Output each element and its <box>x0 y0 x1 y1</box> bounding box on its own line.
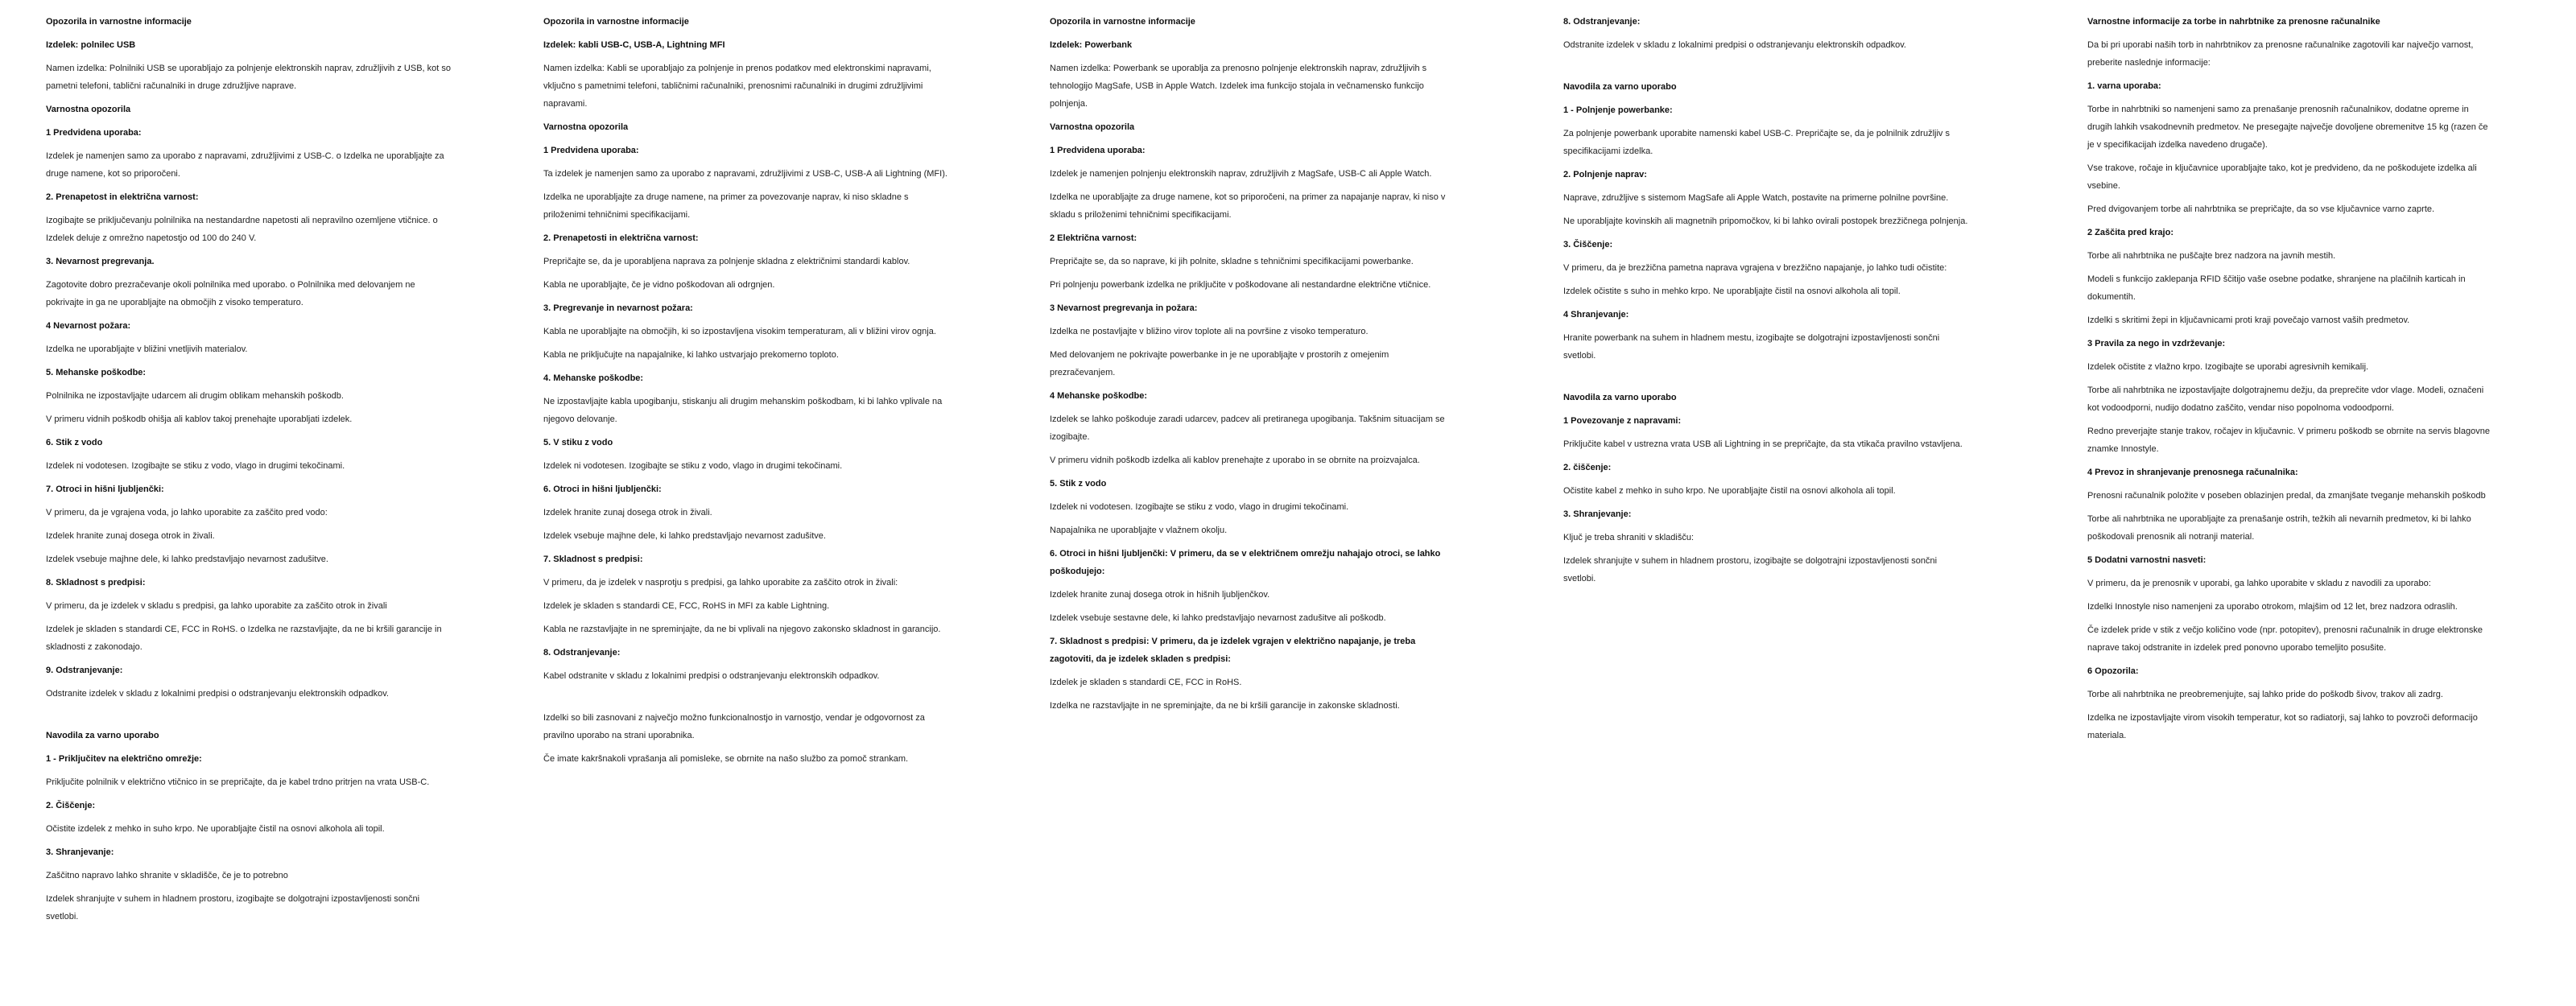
document-title: Opozorila in varnostne informacije <box>46 17 192 27</box>
paragraph: Namen izdelka: Kabli se uporabljajo za polnjenje in prenos podatkov med elektronskimi napravami, vključno s pametnimi telefoni, tabličnimi računalniki, prenosnimi računalniki in drugimi združljivimi napravami. <box>543 64 931 109</box>
paragraph: Da bi pri uporabi naših torb in nahrbtnikov za prenosne računalnike zagotovili kar največjo varnost, preberite naslednje informacije: <box>2087 40 2474 68</box>
section-heading: 3 Pravila za nego in vzdrževanje: <box>2087 339 2226 348</box>
section-heading: 4 Prevoz in shranjevanje prenosnega računalnika: <box>2087 468 2298 477</box>
section-heading: 1 Predvidena uporaba: <box>543 146 639 155</box>
paragraph: Priključite polnilnik v električno vtičnico in se prepričajte, da je kabel trdno pritrjen na vrata USB-C. <box>46 777 430 787</box>
paragraph: Izdelki so bili zasnovani z največjo možno funkcionalnostjo in varnostjo, vendar je odgovornost za pravilno uporabo na strani uporabnika. <box>543 713 925 740</box>
paragraph: Prepričajte se, da so naprave, ki jih polnite, skladne s tehničnimi specifikacijami powerbanke. <box>1050 257 1414 266</box>
section-heading: 3. Shranjevanje: <box>1563 509 1632 519</box>
section-heading: 2. Polnjenje naprav: <box>1563 170 1647 179</box>
paragraph: Izdelki Innostyle niso namenjeni za uporabo otrokom, mlajšim od 12 let, brez nadzora odraslih. <box>2087 602 2458 612</box>
paragraph: Izdelka ne uporabljajte za druge namene, kot so priporočeni, na primer za napajanje naprav, ki niso v skladu s priloženimi tehničnimi specifikacijami. <box>1050 192 1446 220</box>
section-heading: 7. Skladnost s predpisi: <box>543 555 643 564</box>
paragraph: Izdelek hranite zunaj dosega otrok in hišnih ljubljenčkov. <box>1050 590 1270 600</box>
paragraph: Očistite kabel z mehko in suho krpo. Ne uporabljajte čistil na osnovi alkohola ali topil. <box>1563 486 1896 496</box>
column-usb-charger <box>46 13 452 931</box>
section-heading: Izdelek: Powerbank <box>1050 40 1133 50</box>
section-heading: 1 - Priključitev na električno omrežje: <box>46 754 202 764</box>
document-title: Varnostne informacije za torbe in nahrbtnike za prenosne računalnike <box>2087 17 2380 27</box>
section-heading: 6. Otroci in hišni ljubljenčki: <box>543 484 662 494</box>
paragraph: Izdelka ne uporabljajte za druge namene, na primer za povezovanje naprav, ki niso skladne s priloženimi tehničnimi specifikacijami. <box>543 192 909 220</box>
paragraph: Ključ je treba shraniti v skladišču: <box>1563 533 1695 542</box>
paragraph: Hranite powerbank na suhem in hladnem mestu, izogibajte se dolgotrajni izpostavljenosti sončni svetlobi. <box>1563 333 1940 361</box>
paragraph: Zagotovite dobro prezračevanje okoli polnilnika med uporabo. o Polnilnika med delovanjem ne pokrivajte in ga ne uporabljajte na območjih z visoko temperaturo. <box>46 280 415 307</box>
paragraph: Izdelek se lahko poškoduje zaradi udarcev, padcev ali pretiranega upogibanja. Takšnim situacijam se izogibajte. <box>1050 414 1445 442</box>
paragraph: Za polnjenje powerbank uporabite namenski kabel USB-C. Prepričajte se, da je polnilnik združljiv s specifikacijami izdelka. <box>1563 129 1950 156</box>
paragraph: Kabla ne priključujte na napajalnike, ki lahko ustvarjajo prekomerno toploto. <box>543 350 839 360</box>
paragraph: Modeli s funkcijo zaklepanja RFID ščitijo vaše osebne podatke, shranjene na plačilnih karticah in dokumentih. <box>2087 274 2466 302</box>
paragraph: Izdelek ni vodotesen. Izogibajte se stiku z vodo, vlago in drugimi tekočinami. <box>1050 502 1349 512</box>
paragraph: Izdelek vsebuje majhne dele, ki lahko predstavljajo nevarnost zadušitve. <box>543 531 826 541</box>
paragraph: Zaščitno napravo lahko shranite v skladišče, če je to potrebno <box>46 871 288 880</box>
paragraph: Če izdelek pride v stik z večjo količino vode (npr. potopitev), prenosni računalnik in druge elektronske naprave takoj odstranite in izdelek pred ponovno uporabo temeljito posušite. <box>2087 625 2483 653</box>
paragraph: Izdelek shranjujte v suhem in hladnem prostoru, izogibajte se dolgotrajni izpostavljenosti sončni svetlobi. <box>46 894 420 921</box>
section-heading: 3. Pregrevanje in nevarnost požara: <box>543 303 693 313</box>
section-heading: 1 Povezovanje z napravami: <box>1563 416 1682 426</box>
paragraph: Izdelek je skladen s standardi CE, FCC in RoHS. o Izdelka ne razstavljajte, da ne bi kršili garancije in skladnosti z zakonodajo. <box>46 625 442 652</box>
paragraph: Pri polnjenju powerbank izdelka ne priključite v poškodovane ali nestandardne električne vtičnice. <box>1050 280 1431 290</box>
section-heading: 1. varna uporaba: <box>2087 81 2161 91</box>
section-heading: 5 Dodatni varnostni nasveti: <box>2087 555 2207 565</box>
paragraph: Ne uporabljajte kovinskih ali magnetnih pripomočkov, ki bi lahko ovirali postopek brezžičnega polnjenja. <box>1563 216 1968 226</box>
paragraph: Kabla ne uporabljajte na območjih, ki so izpostavljena visokim temperaturam, ali v bližini virov ognja. <box>543 327 936 336</box>
paragraph: Namen izdelka: Powerbank se uporablja za prenosno polnjenje elektronskih naprav, združljivih s tehnologijo MagSafe, USB in Apple Watch. Izdelek ima funkcijo stojala in večnamensko funkcijo polnjenja. <box>1050 64 1427 109</box>
section-heading: Izdelek: polnilec USB <box>46 40 136 50</box>
section-heading: Varnostna opozorila <box>46 105 131 114</box>
section-heading: 2 Električna varnost: <box>1050 233 1137 243</box>
paragraph: Torbe ali nahrbtnika ne izpostavljajte dolgotrajnemu dežju, da preprečite vdor vlage. Modeli, označeni kot vodoodporni, nudijo dodatno zaščito, vendar niso popolnoma vodoodporni. <box>2087 385 2484 413</box>
section-heading: 3. Čiščenje: <box>1563 240 1613 249</box>
paragraph: Naprave, združljive s sistemom MagSafe ali Apple Watch, postavite na primerne polnilne površine. <box>1563 193 1949 203</box>
paragraph: V primeru vidnih poškodb izdelka ali kablov prenehajte z uporabo in se obrnite na proizvajalca. <box>1050 456 1420 465</box>
paragraph: Izdelek očistite z vlažno krpo. Izogibajte se uporabi agresivnih kemikalij. <box>2087 362 2369 372</box>
section-heading: Navodila za varno uporabo <box>1563 82 1677 92</box>
paragraph: Prepričajte se, da je uporabljena naprava za polnjenje skladna z električnimi standardi kablov. <box>543 257 910 266</box>
paragraph: Napajalnika ne uporabljajte v vlažnem okolju. <box>1050 526 1228 535</box>
section-heading: 5. Mehanske poškodbe: <box>46 368 147 377</box>
paragraph: Izdelek očistite s suho in mehko krpo. Ne uporabljajte čistil na osnovi alkohola ali topil. <box>1563 287 1901 296</box>
paragraph: Izdelek shranjujte v suhem in hladnem prostoru, izogibajte se dolgotrajni izpostavljenosti sončni svetlobi. <box>1563 556 1938 583</box>
section-heading: 3. Nevarnost pregrevanja. <box>46 257 155 266</box>
section-heading: 4. Mehanske poškodbe: <box>543 373 644 383</box>
section-heading: 1 Predvidena uporaba: <box>46 128 142 138</box>
paragraph: Med delovanjem ne pokrivajte powerbanke in je ne uporabljajte v prostorih z omejenim prezračevanjem. <box>1050 350 1389 377</box>
document-title: Opozorila in varnostne informacije <box>1050 17 1195 27</box>
paragraph: Izdelek hranite zunaj dosega otrok in živali. <box>543 508 712 517</box>
section-heading: 5. V stiku z vodo <box>543 438 613 447</box>
paragraph: Vse trakove, ročaje in ključavnice uporabljajte tako, kot je predvideno, da ne poškodujete izdelka ali vsebine. <box>2087 163 2477 191</box>
section-heading: 8. Skladnost s predpisi: <box>46 578 146 588</box>
section-heading: 2. Prenapetosti in električna varnost: <box>543 233 699 243</box>
paragraph: Torbe ali nahrbtnika ne uporabljajte za prenašanje ostrih, težkih ali nevarnih predmetov, ki bi lahko poškodovali prenosnik ali notranji material. <box>2087 514 2471 542</box>
section-heading: 4 Shranjevanje: <box>1563 310 1629 320</box>
paragraph: Namen izdelka: Polnilniki USB se uporabljajo za polnjenje elektronskih naprav, združljivih z USB, kot so pametni telefoni, tablični računalniki in druge združljive naprave. <box>46 64 451 91</box>
paragraph: Prenosni računalnik položite v poseben oblazinjen predal, da zmanjšate tveganje mehanskih poškodb <box>2087 491 2486 501</box>
paragraph: Kabla ne uporabljajte, če je vidno poškodovan ali odrgnjen. <box>543 280 775 290</box>
section-heading: Izdelek: kabli USB-C, USB-A, Lightning MFI <box>543 40 725 50</box>
section-heading: 1 Predvidena uporaba: <box>1050 146 1146 155</box>
section-heading: Varnostna opozorila <box>543 122 629 132</box>
column-cables <box>543 13 950 773</box>
paragraph: Torbe ali nahrbtnika ne preobremenjujte, saj lahko pride do poškodb šivov, trakov ali zadrg. <box>2087 690 2443 699</box>
section-heading: 5. Stik z vodo <box>1050 479 1107 489</box>
section-heading: 6 Opozorila: <box>2087 666 2139 676</box>
section-heading: 4 Nevarnost požara: <box>46 321 131 331</box>
paragraph: Kabla ne razstavljajte in ne spreminjajte, da ne bi vplivali na njegovo zakonsko skladnost in garancijo. <box>543 625 941 634</box>
paragraph: Izdelka ne razstavljajte in ne spreminjajte, da ne bi kršili garancije in zakonske skladnosti. <box>1050 701 1400 711</box>
paragraph: Izdelka ne izpostavljajte virom visokih temperatur, kot so radiatorji, saj lahko to povzroči deformacijo materiala. <box>2087 713 2478 740</box>
paragraph: Izdelek je namenjen samo za uporabo z napravami, združljivimi z USB-C. o Izdelka ne uporabljajte za druge namene, kot so priporočeni. <box>46 151 444 179</box>
paragraph: Priključite kabel v ustrezna vrata USB ali Lightning in se prepričajte, da sta vtikača pravilno vstavljena. <box>1563 439 1963 449</box>
paragraph: Izdelek ni vodotesen. Izogibajte se stiku z vodo, vlago in drugimi tekočinami. <box>543 461 843 471</box>
paragraph: V primeru, da je brezžična pametna naprava vgrajena v brezžično napajanje, jo lahko tudi očistite: <box>1563 263 1947 273</box>
paragraph: Odstranite izdelek v skladu z lokalnimi predpisi o odstranjevanju elektronskih odpadkov. <box>46 689 389 699</box>
paragraph: Ta izdelek je namenjen samo za uporabo z napravami, združljivimi z USB-C, USB-A ali Lightning (MFI). <box>543 169 947 179</box>
paragraph: Izdelka ne postavljajte v bližino virov toplote ali na površine z visoko temperaturo. <box>1050 327 1368 336</box>
paragraph: Pred dvigovanjem torbe ali nahrbtnika se prepričajte, da so vse ključavnice varno zaprte. <box>2087 204 2435 214</box>
section-heading: 3. Shranjevanje: <box>46 847 114 857</box>
section-heading: 2. čiščenje: <box>1563 463 1612 472</box>
paragraph: Torbe ali nahrbtnika ne puščajte brez nadzora na javnih mestih. <box>2087 251 2336 261</box>
section-heading: 6. Stik z vodo <box>46 438 103 447</box>
section-heading: Navodila za varno uporabo <box>1563 393 1677 402</box>
section-heading: 8. Odstranjevanje: <box>1563 17 1641 27</box>
section-heading: 9. Odstranjevanje: <box>46 666 123 675</box>
column-powerbank <box>1050 13 1456 720</box>
paragraph: Kabel odstranite v skladu z lokalnimi predpisi o odstranjevanju elektronskih odpadkov. <box>543 671 880 681</box>
section-heading: 2 Zaščita pred krajo: <box>2087 228 2174 237</box>
paragraph: Polnilnika ne izpostavljajte udarcem ali drugim oblikam mehanskih poškodb. <box>46 391 344 401</box>
section-heading: 6. Otroci in hišni ljubljenčki: V primeru, da se v električnem omrežju nahajajo otroci, se lahko poškodujejo: <box>1050 549 1441 576</box>
paragraph: Redno preverjajte stanje trakov, ročajev in ključavnic. V primeru poškodb se obrnite na servis blagovne znamke Innostyle. <box>2087 427 2490 454</box>
section-heading: 4 Mehanske poškodbe: <box>1050 391 1148 401</box>
section-heading: 1 - Polnjenje powerbanke: <box>1563 105 1673 115</box>
paragraph: Izdelek vsebuje sestavne dele, ki lahko predstavljajo nevarnost zadušitve ali poškodb. <box>1050 613 1386 623</box>
column-powerbank-continued <box>1563 13 1970 593</box>
section-heading: 7. Otroci in hišni ljubljenčki: <box>46 484 164 494</box>
paragraph: Očistite izdelek z mehko in suho krpo. Ne uporabljajte čistil na osnovi alkohola ali topil. <box>46 824 385 834</box>
paragraph: V primeru, da je prenosnik v uporabi, ga lahko uporabite v skladu z navodili za uporabo: <box>2087 579 2431 588</box>
paragraph: Izdelek hranite zunaj dosega otrok in živali. <box>46 531 215 541</box>
section-heading: 2. Prenapetost in električna varnost: <box>46 192 199 202</box>
paragraph: V primeru vidnih poškodb ohišja ali kablov takoj prenehajte uporabljati izdelek. <box>46 414 353 424</box>
paragraph: V primeru, da je vgrajena voda, jo lahko uporabite za zaščito pred vodo: <box>46 508 328 517</box>
paragraph: Torbe in nahrbtniki so namenjeni samo za prenašanje prenosnih računalnikov, dodatne opreme in drugih lahkih vsakodnevnih predmetov. Ne presegajte največje dovoljene obremenitve 15 kg (razen če je v specifikacijah izdelka navedeno drugače). <box>2087 105 2488 150</box>
document-title: Opozorila in varnostne informacije <box>543 17 689 27</box>
section-heading: 8. Odstranjevanje: <box>543 648 621 658</box>
paragraph: Če imate kakršnakoli vprašanja ali pomisleke, se obrnite na našo službo za pomoč strankam. <box>543 754 909 764</box>
paragraph: V primeru, da je izdelek v skladu s predpisi, ga lahko uporabite za zaščito otrok in živali <box>46 601 387 611</box>
section-heading: Navodila za varno uporabo <box>46 731 159 740</box>
paragraph: Izogibajte se priključevanju polnilnika na nestandardne napetosti ali nepravilno ozemljene vtičnice. o Izdelek deluje z omrežno napetostjo od 100 do 240 V. <box>46 216 438 243</box>
paragraph: Odstranite izdelek v skladu z lokalnimi predpisi o odstranjevanju elektronskih odpadkov. <box>1563 40 1906 50</box>
paragraph: Izdelek ni vodotesen. Izogibajte se stiku z vodo, vlago in drugimi tekočinami. <box>46 461 345 471</box>
paragraph: Izdelek je namenjen polnjenju elektronskih naprav, združljivih z MagSafe, USB-C ali Apple Watch. <box>1050 169 1432 179</box>
section-heading: 3 Nevarnost pregrevanja in požara: <box>1050 303 1198 313</box>
paragraph: Ne izpostavljajte kabla upogibanju, stiskanju ali drugim mehanskim poškodbam, ki bi lahko vplivale na njegovo delovanje. <box>543 397 943 424</box>
section-heading: 7. Skladnost s predpisi: V primeru, da je izdelek vgrajen v električno napajanje, je treba zagotoviti, da je izdelek skladen s predpisi: <box>1050 637 1416 664</box>
section-heading: Varnostna opozorila <box>1050 122 1135 132</box>
paragraph: V primeru, da je izdelek v nasprotju s predpisi, ga lahko uporabite za zaščito otrok in živali: <box>543 578 898 588</box>
paragraph: Izdelek je skladen s standardi CE, FCC in RoHS. <box>1050 678 1242 687</box>
paragraph: Izdelki s skritimi žepi in ključavnicami proti kraji povečajo varnost vaših predmetov. <box>2087 315 2410 325</box>
section-heading: 2. Čiščenje: <box>46 801 96 810</box>
paragraph: Izdelka ne uporabljajte v bližini vnetljivih materialov. <box>46 344 248 354</box>
column-laptop-bags <box>2087 13 2494 750</box>
paragraph: Izdelek je skladen s standardi CE, FCC, RoHS in MFI za kable Lightning. <box>543 601 830 611</box>
paragraph: Izdelek vsebuje majhne dele, ki lahko predstavljajo nevarnost zadušitve. <box>46 555 328 564</box>
